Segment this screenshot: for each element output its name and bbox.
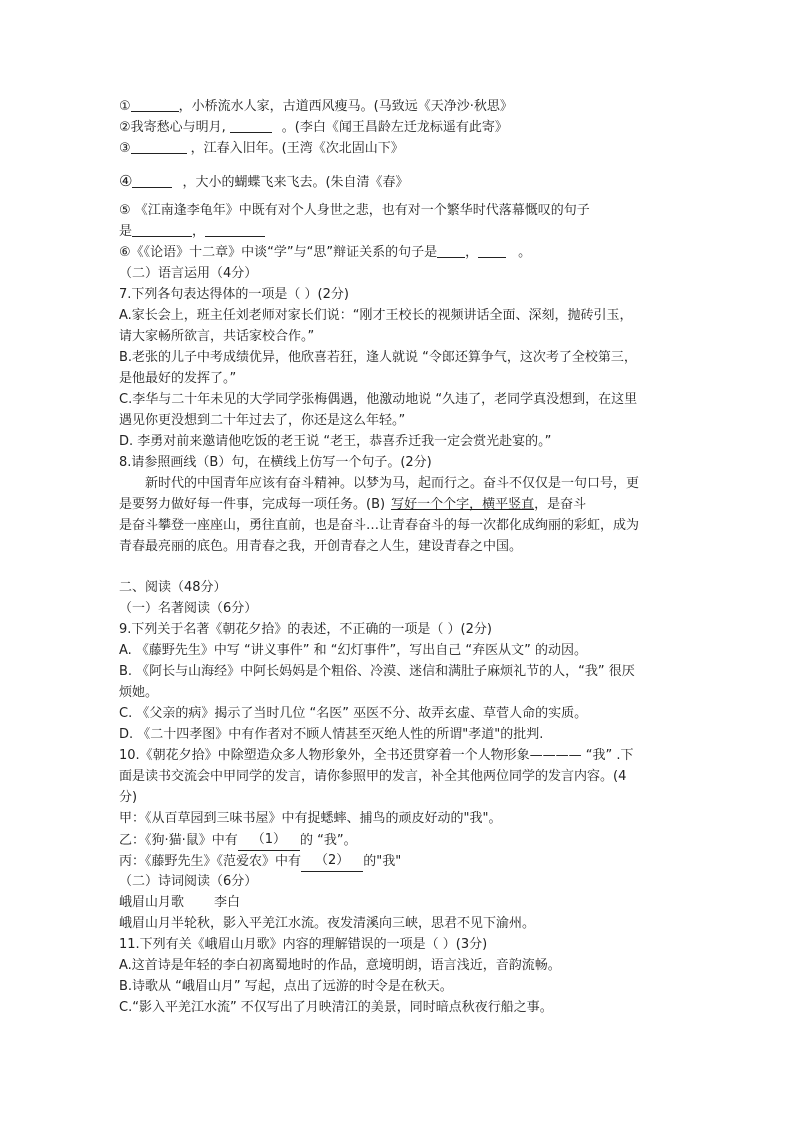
q9-option-d: D. 《二十四孝图》中有作者对不顾人情甚至灭绝人性的所谓"孝道"的批判. bbox=[119, 727, 544, 742]
q8-passage-2b: ，是奋斗 bbox=[534, 497, 587, 512]
q9-option-b-2: 烦她。 bbox=[119, 685, 159, 700]
read-sub2: （二）诗词阅读（6分） bbox=[119, 874, 258, 889]
q7-option-c-1: C.李华与二十年未见的大学同学张梅偶遇，他激动地说 “久违了，老同学真没想到，在这里 bbox=[119, 392, 638, 407]
q7-option-d: D. 李勇对前来邀请他吃饭的老王说 “老王，恭喜乔迁我一定会赏光赴宴的。” bbox=[119, 434, 552, 449]
q11-option-a: A.这首诗是年轻的李白初离蜀地时的作品，意境明朗，语言浅近，音韵流畅。 bbox=[119, 958, 561, 973]
q6-blank-5a[interactable] bbox=[132, 222, 192, 237]
q6-text-2b: 。(李白《闻王昌龄左迁龙标遥有此寄》 bbox=[281, 120, 508, 135]
q8-passage-1: 新时代的中国青年应该有奋斗精神。以梦为马，起而行之。奋斗不仅仅是一句口号，更 bbox=[145, 476, 640, 491]
q8-underlined-sentence: 写好一个个字，横平竖直 bbox=[391, 497, 535, 512]
q10-stem-1: 10.《朝花夕拾》中除塑造众多人物形象外，全书还贯穿着一个人物形象———— “我” .下 bbox=[119, 748, 634, 763]
q11-option-c: C.“影入平羌江水流” 不仅写出了月映清江的美景，同时暗点秋夜行船之事。 bbox=[119, 1000, 553, 1015]
q6-comma-5: ， bbox=[192, 224, 206, 239]
q10-stem-3: 分) bbox=[119, 790, 138, 805]
q7-option-a-2: 请大家畅所欲言，共话家校合作。” bbox=[119, 329, 315, 344]
q7-option-b-2: 是他最好的发挥了。” bbox=[119, 371, 237, 386]
poem-author: 李白 bbox=[214, 895, 241, 910]
q6-text-1: ，小桥流水人家，古道西风瘦马。(马致远《天净沙·秋思》 bbox=[178, 99, 513, 114]
lang-heading: （二）语言运用（4分） bbox=[119, 266, 258, 281]
q6-num-2: ② bbox=[119, 120, 131, 135]
q7-option-b-1: B.老张的儿子中考成绩优异，他欣喜若狂，逢人就说 “令郎还算争气，这次考了全校第三， bbox=[119, 350, 637, 365]
read-sub1: （一）名著阅读（6分） bbox=[119, 601, 258, 616]
q6-blank-6a[interactable] bbox=[437, 243, 465, 258]
q10-bing-a: 丙：《藤野先生》《范爱农》中有 bbox=[119, 854, 302, 869]
poem-body: 峨眉山月半轮秋，影入平羌江水流。夜发清溪向三峡，思君不见下渝州。 bbox=[119, 916, 536, 931]
q6-line-1 bbox=[119, 96, 699, 117]
q6-blank-1[interactable] bbox=[131, 97, 179, 112]
q8-passage-2a: 是要努力做好每一件事，完成每一项任务。(B) bbox=[119, 497, 386, 512]
q6-line-4 bbox=[119, 171, 699, 193]
q6-comma-6: ， bbox=[465, 245, 479, 260]
q6-blank-5b[interactable] bbox=[205, 222, 265, 237]
q6-line-3 bbox=[119, 138, 699, 159]
poem-header bbox=[119, 892, 699, 913]
q7-option-a-1: A.家长会上，班主任刘老师对家长们说：“刚才王校长的视频讲话全面、深刻，抛砖引玉， bbox=[119, 308, 633, 323]
q6-text-6: ⑥《《论语》十二章》中谈“学”与“思”辩证关系的句子是 bbox=[119, 245, 438, 260]
q10-bing bbox=[119, 850, 699, 872]
q8-passage-3: 是奋斗攀登一座座山，勇往直前，也是奋斗…让青春奋斗的每一次都化成绚丽的彩虹，成为 bbox=[119, 518, 640, 533]
q6-text-3: ，江春入旧年。(王湾《次北固山下》 bbox=[190, 141, 404, 156]
q6-blank-4[interactable] bbox=[132, 173, 172, 188]
q6-blank-2[interactable] bbox=[230, 118, 272, 133]
q11-stem: 11.下列有关《峨眉山月歌》内容的理解错误的一项是（ ）(3分) bbox=[119, 937, 488, 952]
q6-text-5b: 是 bbox=[119, 224, 133, 239]
q8-stem: 8.请参照画线（B）句，在横线上仿写一个句子。(2分) bbox=[119, 455, 432, 470]
q6-text-4: ，大小的蝴蝶飞来飞去。(朱自清《春》 bbox=[182, 175, 409, 190]
q10-jia: 甲：《从百草园到三味书屋》中有捉蟋蟀、捕鸟的顽皮好动的"我"。 bbox=[119, 811, 502, 826]
q6-line-5: ⑤ 《江南逢李龟年》中既有对个人身世之悲，也有对一个繁华时代落幕慨叹的句子 bbox=[119, 203, 590, 218]
q10-blank-2[interactable]: （2） bbox=[301, 850, 363, 872]
read-heading: 二、阅读（48分） bbox=[119, 580, 227, 595]
q6-blank-3[interactable] bbox=[131, 139, 187, 154]
q10-blank-1[interactable]: （1） bbox=[238, 829, 300, 851]
q9-option-a: A. 《藤野先生》中写 “讲义事件” 和 “幻灯事件”，写出自己 “弃医从文” 的动因。 bbox=[119, 643, 588, 658]
q8-passage-2 bbox=[119, 494, 699, 515]
q10-stem-2: 面是读书交流会中甲同学的发言，请你参照甲的发言，补全其他两位同学的发言内容。(4 bbox=[119, 769, 627, 784]
q7-option-c-2: 遇见你更没想到二十年过去了，你还是这么年轻。” bbox=[119, 413, 406, 428]
q9-stem: 9.下列关于名著《朝花夕拾》的表述，不正确的一项是（ ）(2分) bbox=[119, 622, 492, 637]
q6-blank-6b[interactable] bbox=[478, 243, 506, 258]
q10-yi bbox=[119, 829, 699, 851]
q6-end-6: 。 bbox=[518, 245, 532, 260]
q6-text-2a: 我寄愁心与明月, bbox=[130, 120, 226, 135]
poem-title: 峨眉山月歌 bbox=[119, 895, 185, 910]
q10-yi-c: 的 “我”。 bbox=[300, 833, 357, 848]
q6-line-5b bbox=[119, 221, 699, 242]
q9-option-c: C. 《父亲的病》揭示了当时几位 “名医” 巫医不分、故弄玄虚、草菅人命的实质。 bbox=[119, 706, 588, 721]
q6-line-2 bbox=[119, 117, 699, 138]
q6-num-4: ④ bbox=[119, 172, 133, 190]
q11-option-b: B.诗歌从 “峨眉山月” 写起，点出了远游的时令是在秋天。 bbox=[119, 979, 453, 994]
q9-option-b-1: B. 《阿长与山海经》中阿长妈妈是个粗俗、冷漠、迷信和满肚子麻烦礼节的人，“我” 很厌 bbox=[119, 664, 635, 679]
q10-bing-c: 的"我" bbox=[363, 854, 402, 869]
q6-line-6 bbox=[119, 242, 699, 263]
q7-stem: 7.下列各句表达得体的一项是（ ）(2分) bbox=[119, 287, 349, 302]
q6-num-1: ① bbox=[119, 99, 131, 114]
q10-yi-a: 乙：《狗·猫·鼠》中有 bbox=[119, 833, 238, 848]
q6-num-3: ③ bbox=[119, 141, 131, 156]
q8-passage-4: 青春最亮丽的底色。用青春之我，开创青春之人生，建设青春之中国。 bbox=[119, 539, 523, 554]
